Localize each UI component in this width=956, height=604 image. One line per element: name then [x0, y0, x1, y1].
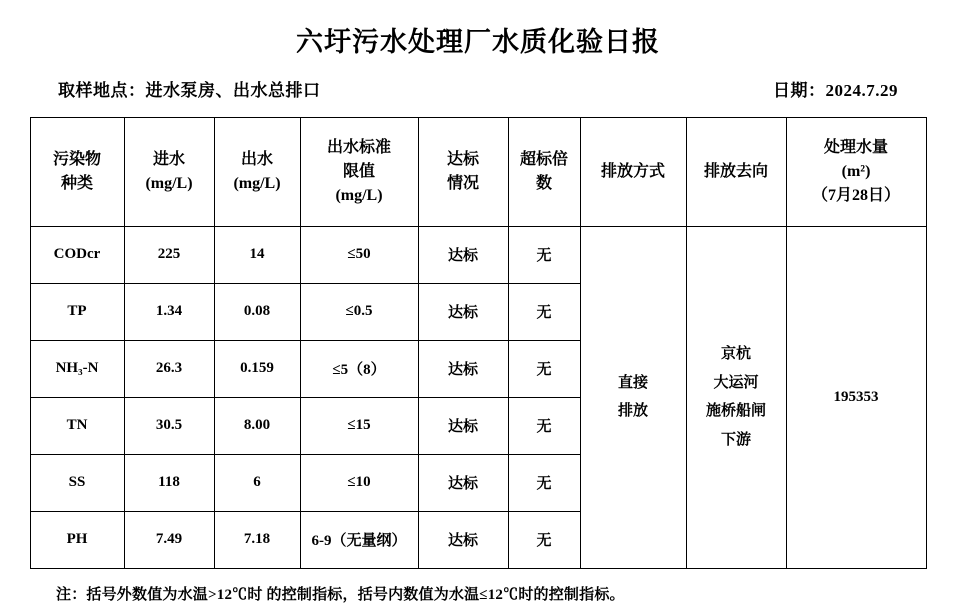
cell-limit: ≤5（8） [300, 340, 418, 397]
header-volume-line1: 处理水量 [823, 138, 888, 156]
header-discharge-method: 排放方式 [580, 117, 686, 226]
cell-effluent: 0.159 [214, 340, 300, 397]
header-volume-line3: （7月28日） [811, 186, 900, 204]
cell-exceed: 无 [508, 283, 580, 340]
cell-limit: ≤50 [300, 226, 418, 283]
cell-influent: 1.34 [124, 283, 214, 340]
cell-influent: 30.5 [124, 397, 214, 454]
cell-status: 达标 [418, 340, 508, 397]
cell-exceed: 无 [508, 511, 580, 568]
cell-status: 达标 [418, 226, 508, 283]
discharge-method-line1: 直接 [617, 374, 648, 391]
cell-influent: 7.49 [124, 511, 214, 568]
cell-discharge-method [580, 226, 686, 568]
cell-influent: 26.3 [124, 340, 214, 397]
cell-status: 达标 [418, 511, 508, 568]
header-status-line1: 达标 [446, 150, 479, 168]
cell-treated-volume: 195353 [786, 226, 926, 568]
table-header-row [30, 117, 926, 226]
report-meta [0, 58, 956, 101]
header-pollutant-line2: 种类 [60, 174, 93, 192]
cell-effluent: 6 [214, 454, 300, 511]
cell-status: 达标 [418, 454, 508, 511]
cell-pollutant: CODcr [30, 226, 124, 283]
cell-limit: 6-9（无量纲） [300, 511, 418, 568]
header-pollutant [30, 117, 124, 226]
discharge-dest-line3: 施桥船闸 [705, 403, 766, 420]
cell-influent: 225 [124, 226, 214, 283]
cell-exceed: 无 [508, 397, 580, 454]
header-limit [300, 117, 418, 226]
cell-pollutant: TN [30, 397, 124, 454]
cell-effluent: 0.08 [214, 283, 300, 340]
header-exceed-line1: 超标倍 [519, 150, 568, 168]
cell-pollutant: PH [30, 511, 124, 568]
cell-status: 达标 [418, 397, 508, 454]
page-title: 六圩污水处理厂水质化验日报 [296, 27, 660, 57]
report-date: 日期：2024.7.29 [773, 80, 898, 100]
header-limit-line1: 出水标准 [326, 138, 391, 156]
cell-pollutant: SS [30, 454, 124, 511]
cell-pollutant: TP [30, 283, 124, 340]
discharge-method-line2: 排放 [617, 403, 648, 420]
table-row [30, 226, 926, 283]
header-effluent [214, 117, 300, 226]
cell-effluent: 8.00 [214, 397, 300, 454]
cell-effluent: 14 [214, 226, 300, 283]
header-influent-line2: (mg/L) [145, 174, 193, 192]
sampling-location: 取样地点：进水泵房、出水总排口 [58, 80, 321, 100]
header-effluent-line2: (mg/L) [233, 174, 281, 192]
cell-pollutant: NH₃-N [30, 340, 124, 397]
cell-status: 达标 [418, 283, 508, 340]
table-footnote: 注：括号外数值为水温>12℃时 的控制指标，括号内数值为水温≤12℃时的控制指标。 [56, 586, 625, 603]
header-limit-line2: 限值 [342, 162, 375, 180]
header-limit-line3: (mg/L) [335, 186, 383, 204]
header-influent [124, 117, 214, 226]
header-status [418, 117, 508, 226]
header-influent-line1: 进水 [152, 150, 185, 168]
header-volume-line2: (m²) [841, 162, 871, 180]
header-effluent-line1: 出水 [240, 150, 273, 168]
header-volume [786, 117, 926, 226]
discharge-dest-line1: 京杭 [720, 346, 751, 363]
cell-limit: ≤10 [300, 454, 418, 511]
header-discharge-destination: 排放去向 [686, 117, 786, 226]
header-exceed [508, 117, 580, 226]
header-exceed-line2: 数 [535, 174, 552, 192]
cell-limit: ≤15 [300, 397, 418, 454]
discharge-dest-line2: 大运河 [713, 374, 759, 391]
water-quality-table [30, 117, 927, 569]
cell-limit: ≤0.5 [300, 283, 418, 340]
cell-effluent: 7.18 [214, 511, 300, 568]
discharge-dest-line4: 下游 [720, 431, 751, 448]
cell-exceed: 无 [508, 226, 580, 283]
cell-exceed: 无 [508, 454, 580, 511]
cell-exceed: 无 [508, 340, 580, 397]
cell-discharge-destination [686, 226, 786, 568]
cell-influent: 118 [124, 454, 214, 511]
header-pollutant-line1: 污染物 [52, 150, 101, 168]
header-status-line2: 情况 [446, 174, 479, 192]
